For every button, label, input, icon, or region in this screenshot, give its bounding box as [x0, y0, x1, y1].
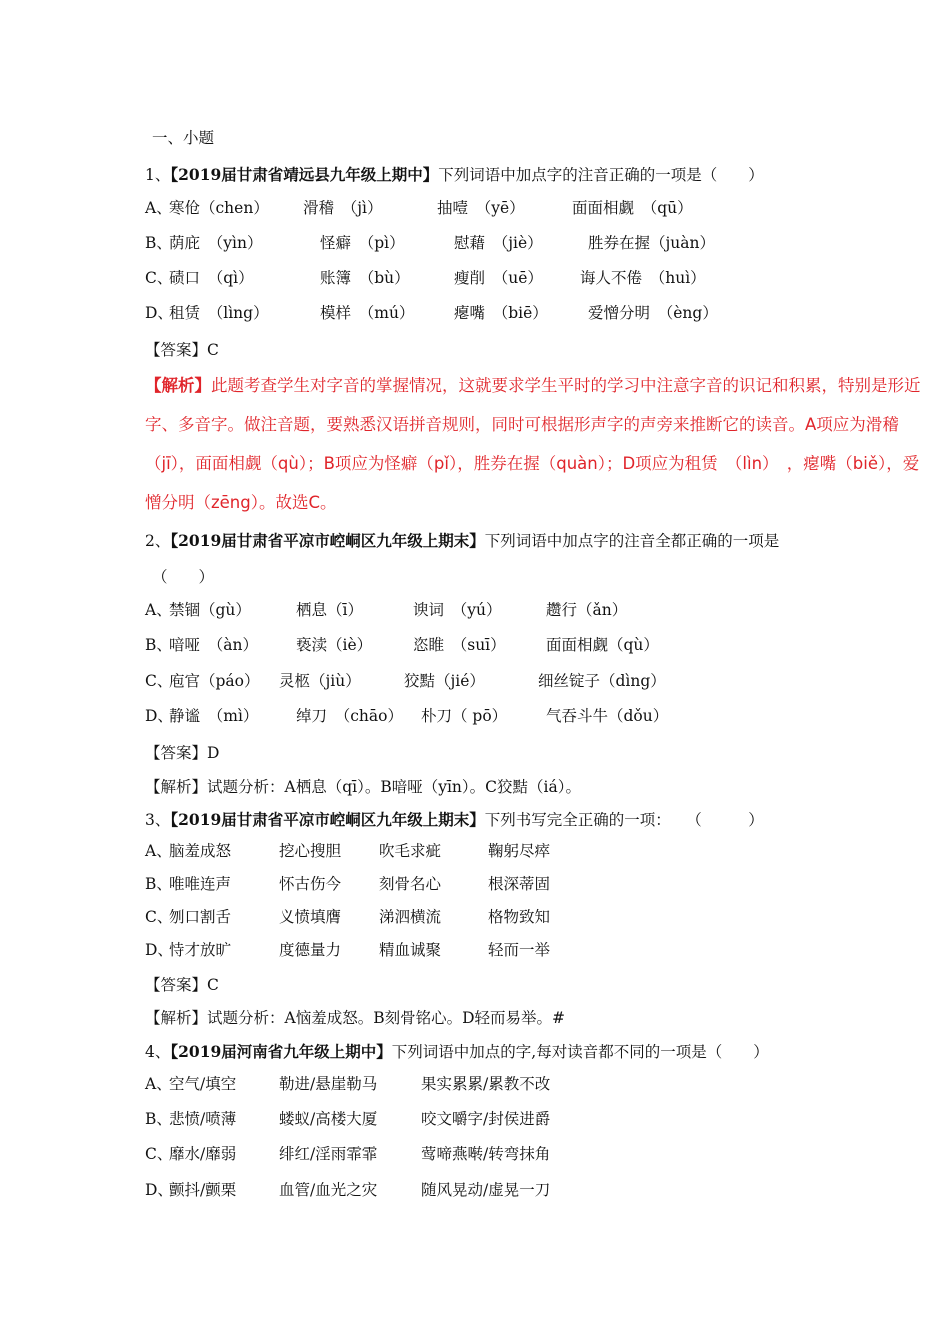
question-text: 下列书写完全正确的一项： （ ） [484, 811, 764, 829]
option-item: 爱憎分明 （èng） [588, 304, 718, 322]
option-item: 喑哑 （àn） [169, 636, 258, 654]
option-item: 碛口 （qì） [169, 269, 254, 287]
option-label: D、 [145, 707, 173, 725]
option-item: 胜券在握（juàn） [588, 234, 716, 252]
option-item: 靡水/靡弱 [169, 1145, 237, 1163]
option-item: 栖息（ī） [296, 601, 363, 619]
option-label: D、 [145, 941, 173, 959]
question-source: 【2019届甘肃省平凉市崆峒区九年级上期末】 [170, 810, 485, 829]
option-item: 勒进/悬崖勒马 [279, 1075, 378, 1093]
option-item: 绯红/淫雨霏霏 [279, 1145, 378, 1163]
option-item: 吹毛求疵 [379, 842, 442, 860]
option-item: 趱行（ǎn） [546, 601, 628, 619]
question-number: 2、 [145, 532, 171, 550]
option-item: 根深蒂固 [488, 875, 551, 893]
option-item: 义愤填膺 [279, 908, 342, 926]
option-item: 抽噎 （yē） [437, 199, 525, 217]
option-item: 咬文嚼字/封侯进爵 [421, 1110, 551, 1128]
option-item: 恃才放旷 [169, 941, 232, 959]
option-item: 蝼蚁/高楼大厦 [279, 1110, 378, 1128]
q1-answer: 【答案】C [145, 341, 219, 359]
option-item: 狡黠（jié） [404, 672, 485, 690]
option-item: 滑稽 （jì） [303, 199, 383, 217]
option-label: A、 [145, 199, 172, 217]
option-item: 静谧 （mì） [169, 707, 259, 725]
option-item: 慰藉 （jiè） [454, 234, 543, 252]
option-item: 寒伧（chen） [169, 199, 269, 217]
option-item: 精血诚聚 [379, 941, 442, 959]
option-item: 气吞斗牛（dǒu） [546, 707, 669, 725]
question-source: 【2019届甘肃省平凉市崆峒区九年级上期末】 [170, 531, 485, 550]
option-item: 面面相觑（qù） [546, 636, 659, 654]
q3-answer: 【答案】C [145, 976, 219, 994]
option-label: A、 [145, 1075, 172, 1093]
option-item: 颤抖/颤栗 [169, 1181, 237, 1199]
option-item: 怀古伤今 [279, 875, 342, 893]
question-2-stem [145, 529, 779, 551]
option-item: 瘦削 （uē） [454, 269, 543, 287]
option-item: 谀词 （yú） [413, 601, 502, 619]
option-item: 模样 （mú） [320, 304, 415, 322]
option-label: B、 [145, 875, 172, 893]
question-number: 3、 [145, 811, 171, 829]
option-label: D、 [145, 1181, 173, 1199]
question-3-stem [145, 808, 764, 830]
q2-analysis: 【解析】试题分析：A栖息（qī）。B喑哑（yīn）。C狡黠（iá）。 [145, 778, 581, 796]
option-item: 灵柩（jiù） [279, 672, 361, 690]
question-number: 1、 [145, 166, 171, 184]
option-item: 空气/填空 [169, 1075, 237, 1093]
option-label: A、 [145, 601, 172, 619]
option-item: 格物致知 [488, 908, 551, 926]
q1-analysis [145, 366, 935, 522]
option-item: 面面相觑 （qū） [572, 199, 693, 217]
option-label: C、 [145, 1145, 173, 1163]
question-1-stem [145, 163, 764, 185]
option-item: 租赁 （lìng） [169, 304, 269, 322]
option-item: 禁锢（gù） [169, 601, 251, 619]
question-2-paren: （ ） [152, 568, 215, 586]
option-label: C、 [145, 672, 173, 690]
option-item: 唯唯连声 [169, 875, 232, 893]
question-text: 下列词语中加点的字,每对读音都不同的一项是（ ） [391, 1043, 769, 1061]
question-4-stem [145, 1040, 769, 1062]
question-source: 【2019届河南省九年级上期中】 [170, 1042, 392, 1061]
option-item: 鞠躬尽瘁 [488, 842, 551, 860]
option-label: D、 [145, 304, 173, 322]
option-item: 庖官（páo） [169, 672, 260, 690]
option-item: 悲愤/喷薄 [169, 1110, 237, 1128]
option-item: 莺啼燕啭/转弯抹角 [421, 1145, 551, 1163]
option-item: 瘪嘴 （biē） [454, 304, 548, 322]
option-item: 怪癖 （pì） [320, 234, 405, 252]
option-item: 荫庇 （yìn） [169, 234, 263, 252]
option-item: 脑羞成怒 [169, 842, 232, 860]
option-label: B、 [145, 1110, 172, 1128]
q2-answer: 【答案】D [145, 744, 220, 762]
analysis-lead: 【解析】 [145, 376, 211, 395]
question-source: 【2019届甘肃省靖远县九年级上期中】 [170, 165, 439, 184]
option-label: C、 [145, 269, 173, 287]
option-item: 血管/血光之灾 [279, 1181, 378, 1199]
option-label: A、 [145, 842, 172, 860]
option-item: 刎口割舌 [169, 908, 232, 926]
option-item: 度德量力 [279, 941, 342, 959]
option-item: 恣睢 （suī） [413, 636, 506, 654]
q3-analysis: 【解析】试题分析：A恼羞成怒。B刻骨铭心。D轻而易举。# [145, 1009, 566, 1027]
question-text: 下列词语中加点字的注音正确的一项是（ ） [438, 166, 764, 184]
option-item: 果实累累/累教不改 [421, 1075, 551, 1093]
option-item: 涕泗横流 [379, 908, 442, 926]
option-item: 细丝锭子（dìng） [538, 672, 666, 690]
option-item: 随风晃动/虚晃一刀 [421, 1181, 551, 1199]
option-label: C、 [145, 908, 173, 926]
option-item: 账簿 （bù） [320, 269, 410, 287]
question-number: 4、 [145, 1043, 171, 1061]
option-label: B、 [145, 234, 172, 252]
option-item: 亵渎（iè） [296, 636, 373, 654]
question-text: 下列词语中加点字的注音全都正确的一项是 [484, 532, 780, 550]
option-item: 绰刀 （chāo） [296, 707, 403, 725]
option-label: B、 [145, 636, 172, 654]
option-item: 诲人不倦 （huì） [580, 269, 706, 287]
analysis-text: 此题考查学生对字音的掌握情况，这就要求学生平时的学习中注意字音的识记和积累，特别是形近字、多音字。做注音题，要熟悉汉语拼音规则，同时可根据形声字的声旁来推断它的读音。A项应为滑稽（jī），面面相觑（qù）；B项应为怪癖（pǐ），胜券在握（quàn）；D项应为租赁 （lìn） ，瘪嘴（biě），爱憎分明（zēng）。故选C。 [145, 376, 921, 512]
option-item: 挖心搜胆 [279, 842, 342, 860]
section-title: 一、小题 [152, 129, 215, 147]
option-item: 轻而一举 [488, 941, 551, 959]
option-item: 刻骨名心 [379, 875, 442, 893]
option-item: 朴刀（ pō） [421, 707, 508, 725]
